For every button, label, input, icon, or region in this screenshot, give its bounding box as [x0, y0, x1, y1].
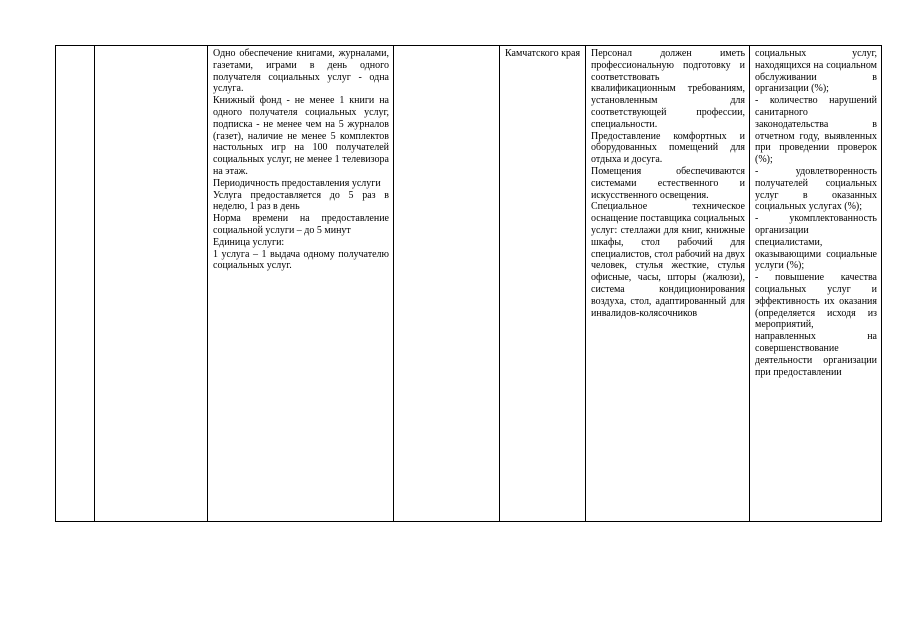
description-paragraph: Одно обеспечение книгами, журналами, газетами, играми в день одного получателя социальных услуг - одна услуга.	[213, 48, 389, 95]
indicator-paragraph: - удовлетворенность получателей социальных услуг в оказанных социальных услугах (%);	[755, 165, 877, 213]
description-paragraph: Книжный фонд - не менее 1 книги на одного получателя социальных услуг, подписка - не менее чем на 5 журналов (газет), наличие не менее 5 комплектов настольных игр на 100 получателей социальных услуг, не менее 1 телевизора на этаж.	[213, 95, 389, 177]
cell-empty	[394, 46, 500, 522]
cell-service-description	[208, 46, 394, 522]
conditions-paragraph: Помещения обеспечиваются системами естественного и искусственного освещения.	[591, 165, 745, 201]
conditions-paragraph: Персонал должен иметь профессиональную подготовку и соответствовать квалификационным требованиям, установленным для соответствующей профессии, специальности.	[591, 48, 745, 130]
indicator-paragraph: - количество нарушений санитарного законодательства в отчетном году, выявленных при проведении проверок (%);	[755, 95, 877, 166]
conditions-paragraph: Специальное техническое оснащение поставщика социальных услуг: стеллажи для книг, книжные шкафы, стол рабочий для специалистов, стол рабочий на двух человек, стулья жесткие, стулья офисные, часы, шторы (жалюзи), система кондиционирования воздуха, стол, адаптированный для инвалидов-колясочников	[591, 201, 745, 319]
indicator-paragraph: - повышение качества социальных услуг и эффективность их оказания (определяется исходя из мероприятий, направленных на совершенствование деятельности организации при предоставлении	[755, 272, 877, 378]
cell-conditions	[586, 46, 750, 522]
description-paragraph: Периодичность предоставления услуги	[213, 177, 381, 189]
cell-service-name	[95, 46, 208, 522]
description-paragraph: Единица услуги:	[213, 236, 285, 248]
description-paragraph: Норма времени на предоставление социальной услуги – до 5 минут	[213, 213, 389, 236]
indicator-paragraph: социальных услуг, находящихся на социальном обслуживании в организации (%);	[755, 48, 877, 95]
table-row	[56, 46, 882, 522]
description-paragraph: Услуга предоставляется до 5 раз в неделю, 1 раз в день	[213, 189, 389, 213]
indicator-paragraph: - укомплектованность организации специалистами, оказывающими социальные услуги (%);	[755, 213, 877, 272]
cell-indicators	[750, 46, 882, 522]
cell-number	[56, 46, 95, 522]
region-text: Камчатского края	[505, 48, 581, 59]
cell-region	[500, 46, 586, 522]
conditions-paragraph: Предоставление комфортных и оборудованных помещений для отдыха и досуга.	[591, 130, 745, 166]
description-paragraph: 1 услуга – 1 выдача одному получателю социальных услуг.	[213, 248, 389, 272]
services-table	[55, 45, 882, 522]
